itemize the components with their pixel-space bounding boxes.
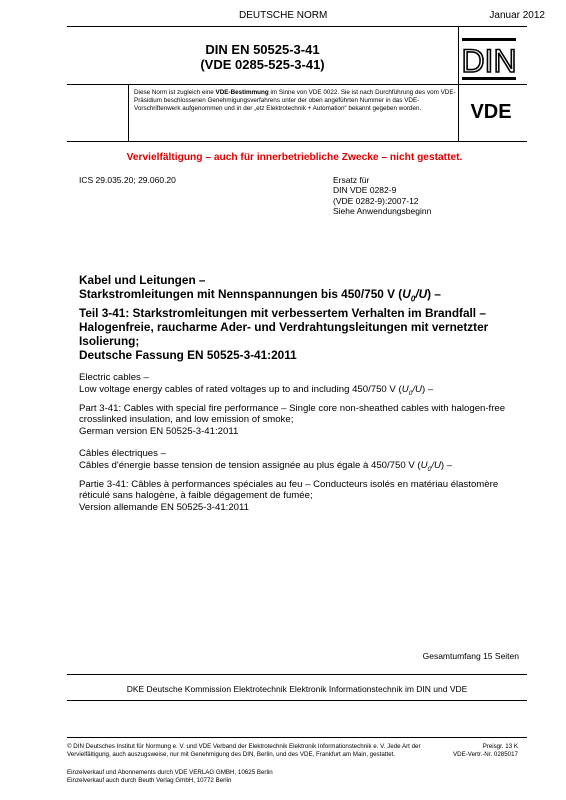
title-en-line: Part 3-41: Cables with special fire performance – Single core non-sheathed cables with halogen-free crosslinked insulation, and low emission of smoke; [79, 402, 506, 426]
price-group: Preisgr. 13 K [482, 743, 518, 750]
copyright-notice: © DIN Deutsches Institut für Normung e. V. und VDE Verband der Elektrotechnik Elektronik Informationstechnik e. V. Jede Art der Vervielfältigung, auch auszugsweise, nur mit Genehmigung des DIN, Berlin, und des VDE, Frankfurt am Main, gestattet. [67, 743, 421, 758]
notice-bottom-rule [67, 141, 527, 142]
vde-logo-icon [461, 100, 521, 122]
replaces-label: Ersatz für [333, 175, 370, 185]
replaces-block [333, 175, 431, 217]
copy-warning: Vervielfältigung – auch für innerbetriebliche Zwecke – nicht gestattet. [126, 152, 463, 163]
title-fr-line: Partie 3-41: Câbles à performances spéciales au feu – Conducteurs isolés en matériau élastomère réticulé sans halogène, à faible dégagement de fumée; [79, 478, 499, 502]
sales-beuth: Einzelverkauf auch durch Beuth Verlag GmbH, 10772 Berlin [67, 776, 232, 784]
title-fr-line: Câbles électriques – [79, 448, 166, 459]
replaces-note: Siehe Anwendungsbeginn [333, 206, 432, 217]
replaces-din: DIN VDE 0282-9 [333, 185, 397, 196]
footer-mid-rule [67, 700, 527, 701]
notice-intro: Diese Norm ist zugleich eine [134, 89, 216, 96]
notice-bold: VDE-Bestimmung [215, 89, 269, 96]
title-english [79, 372, 529, 438]
total-pages: Gesamtumfang 15 Seiten [422, 651, 519, 661]
issue-date: Januar 2012 [489, 10, 545, 21]
price-info [453, 743, 518, 758]
din-number: DIN EN 50525-3-41 [205, 42, 320, 57]
din-logo-text: DIN [461, 43, 517, 79]
title-de-line: Starkstromleitungen mit Nennspannungen bis 450/750 V $(U_0/U)$ – [79, 287, 441, 304]
document-number [67, 42, 458, 72]
title-de-line: Deutsche Fassung EN 50525-3-41:2011 [79, 348, 297, 363]
title-en-line: Electric cables – [79, 372, 149, 383]
title-fr-line: Câbles d'énergie basse tension de tension assignée au plus égale à 450/750 V $(U_0/U)$ – [79, 459, 453, 473]
dke-commission: DKE Deutsche Kommission Elektrotechnik Elektronik Informationstechnik im DIN und VDE [126, 684, 468, 694]
title-german [79, 273, 524, 362]
title-french [79, 448, 529, 514]
replaces-vde: (VDE 0282-9):2007-12 [333, 195, 419, 206]
ics-codes: ICS 29.035.20; 29.060.20 [79, 175, 176, 185]
title-de-line: Teil 3-41: Starkstromleitungen mit verbessertem Verhalten im Brandfall – Halogenfreie, raucharme Ader- und Verdrahtungsleitungen mit vernetzter Isolierung; [79, 306, 489, 349]
footer-bottom-rule [67, 737, 527, 738]
vde-logo-text: VDE [470, 101, 512, 122]
title-en-line: Low voltage energy cables of rated voltages up to and including 450/750 V $(U_0/U)$ – [79, 383, 434, 397]
notice-rest: im Sinne von VDE 0022. Sie ist nach Durchführung des vom VDE-Präsidium beschlossenen Genehmigungsverfahrens unter der oben angeführten Nummer in das VDE-Vorschriftenwerk aufgenommen und in der „etz Elektrotechnik + Automation“ bekannt gegeben worden. [134, 89, 456, 112]
title-en-line: German version EN 50525-3-41:2011 [79, 426, 239, 438]
sales-vde: Einzelverkauf und Abonnements durch VDE VERLAG GMBH, 10625 Berlin [67, 769, 273, 776]
title-fr-line: Version allemande EN 50525-3-41:2011 [79, 502, 249, 514]
din-logo-icon [459, 36, 519, 82]
vde-notice [134, 89, 459, 113]
sales-info [67, 769, 273, 784]
standard-type-label: DEUTSCHE NORM [239, 10, 328, 21]
title-de-line: Kabel und Leitungen – [79, 273, 206, 287]
vde-order-number: VDE-Vertr.-Nr. 0285017 [453, 750, 518, 758]
footer-top-rule [67, 674, 527, 675]
vde-number: (VDE 0285-525-3-41) [200, 57, 325, 72]
notice-left-border [128, 84, 129, 141]
